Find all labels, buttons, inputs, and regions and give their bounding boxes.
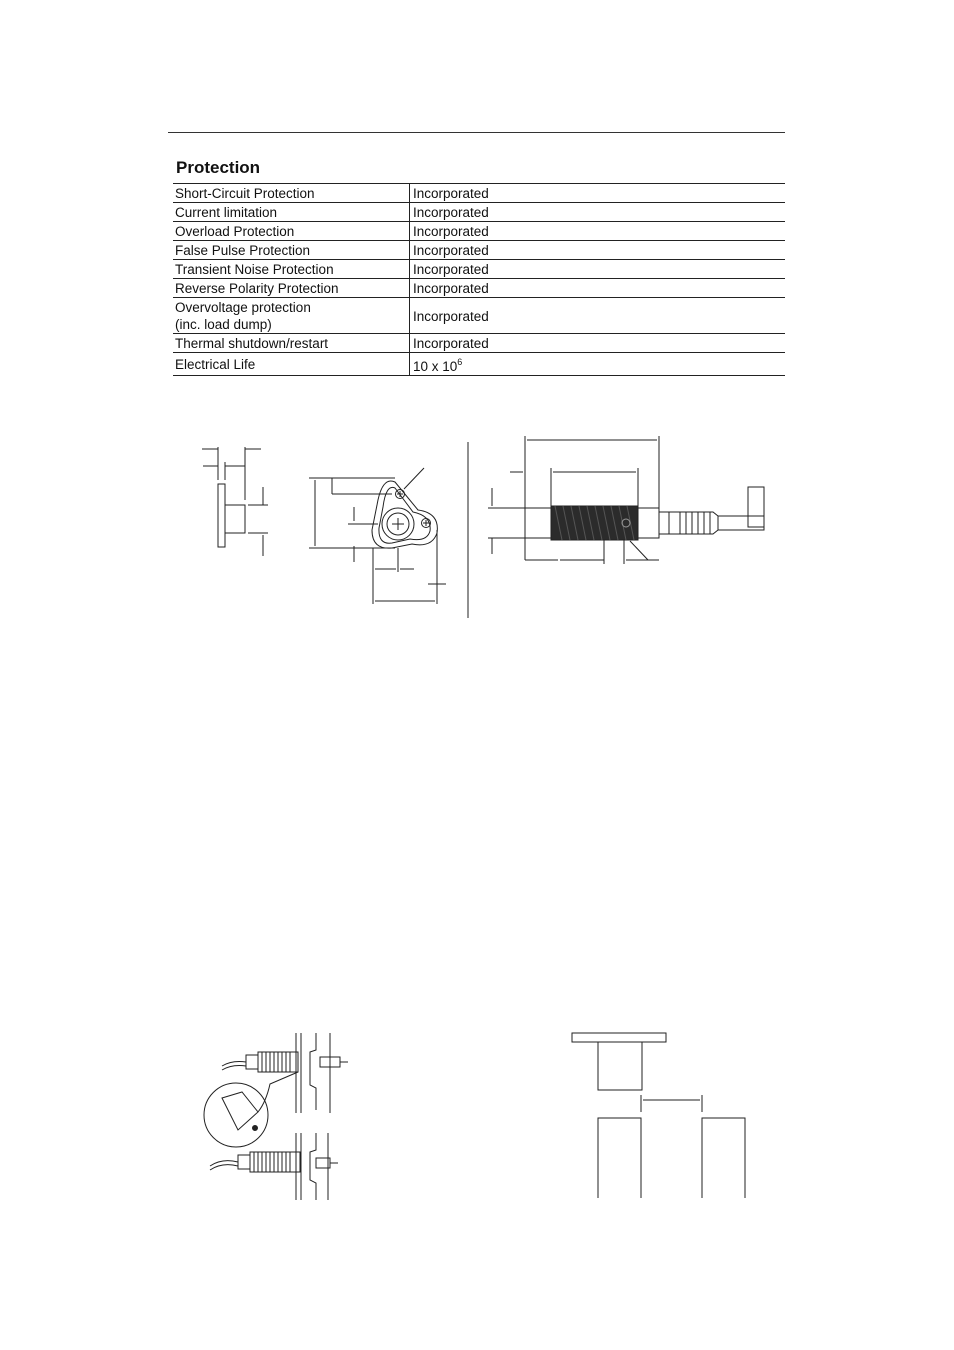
row-label-line2: (inc. load dump) [175,317,272,332]
row-value: Incorporated [410,241,786,260]
row-value: Incorporated [410,298,786,334]
flange-front-view-drawing [309,468,446,604]
cylindrical-sensor-drawing [488,436,764,564]
row-label: Overload Protection [173,222,410,241]
row-value: Incorporated [410,279,786,298]
target-spacing-drawing [572,1033,745,1198]
row-value: Incorporated [410,334,786,353]
row-value: Incorporated [410,184,786,203]
row-label: Current limitation [173,203,410,222]
row-label: Thermal shutdown/restart [173,334,410,353]
row-label: Electrical Life [173,353,410,376]
section-title: Protection [176,158,261,177]
mounting-illustration-drawing [204,1033,348,1200]
row-value: Incorporated [410,260,786,279]
row-label: Short-Circuit Protection [173,184,410,203]
row-label: False Pulse Protection [173,241,410,260]
life-exponent: 6 [457,357,463,367]
row-value: Incorporated [410,222,786,241]
row-label: Transient Noise Protection [173,260,410,279]
life-base: 10 x 10 [413,359,458,374]
row-label: Reverse Polarity Protection [173,279,410,298]
flange-side-view-drawing [202,447,268,556]
row-label-line1: Overvoltage protection [175,300,311,315]
row-value: Incorporated [410,203,786,222]
